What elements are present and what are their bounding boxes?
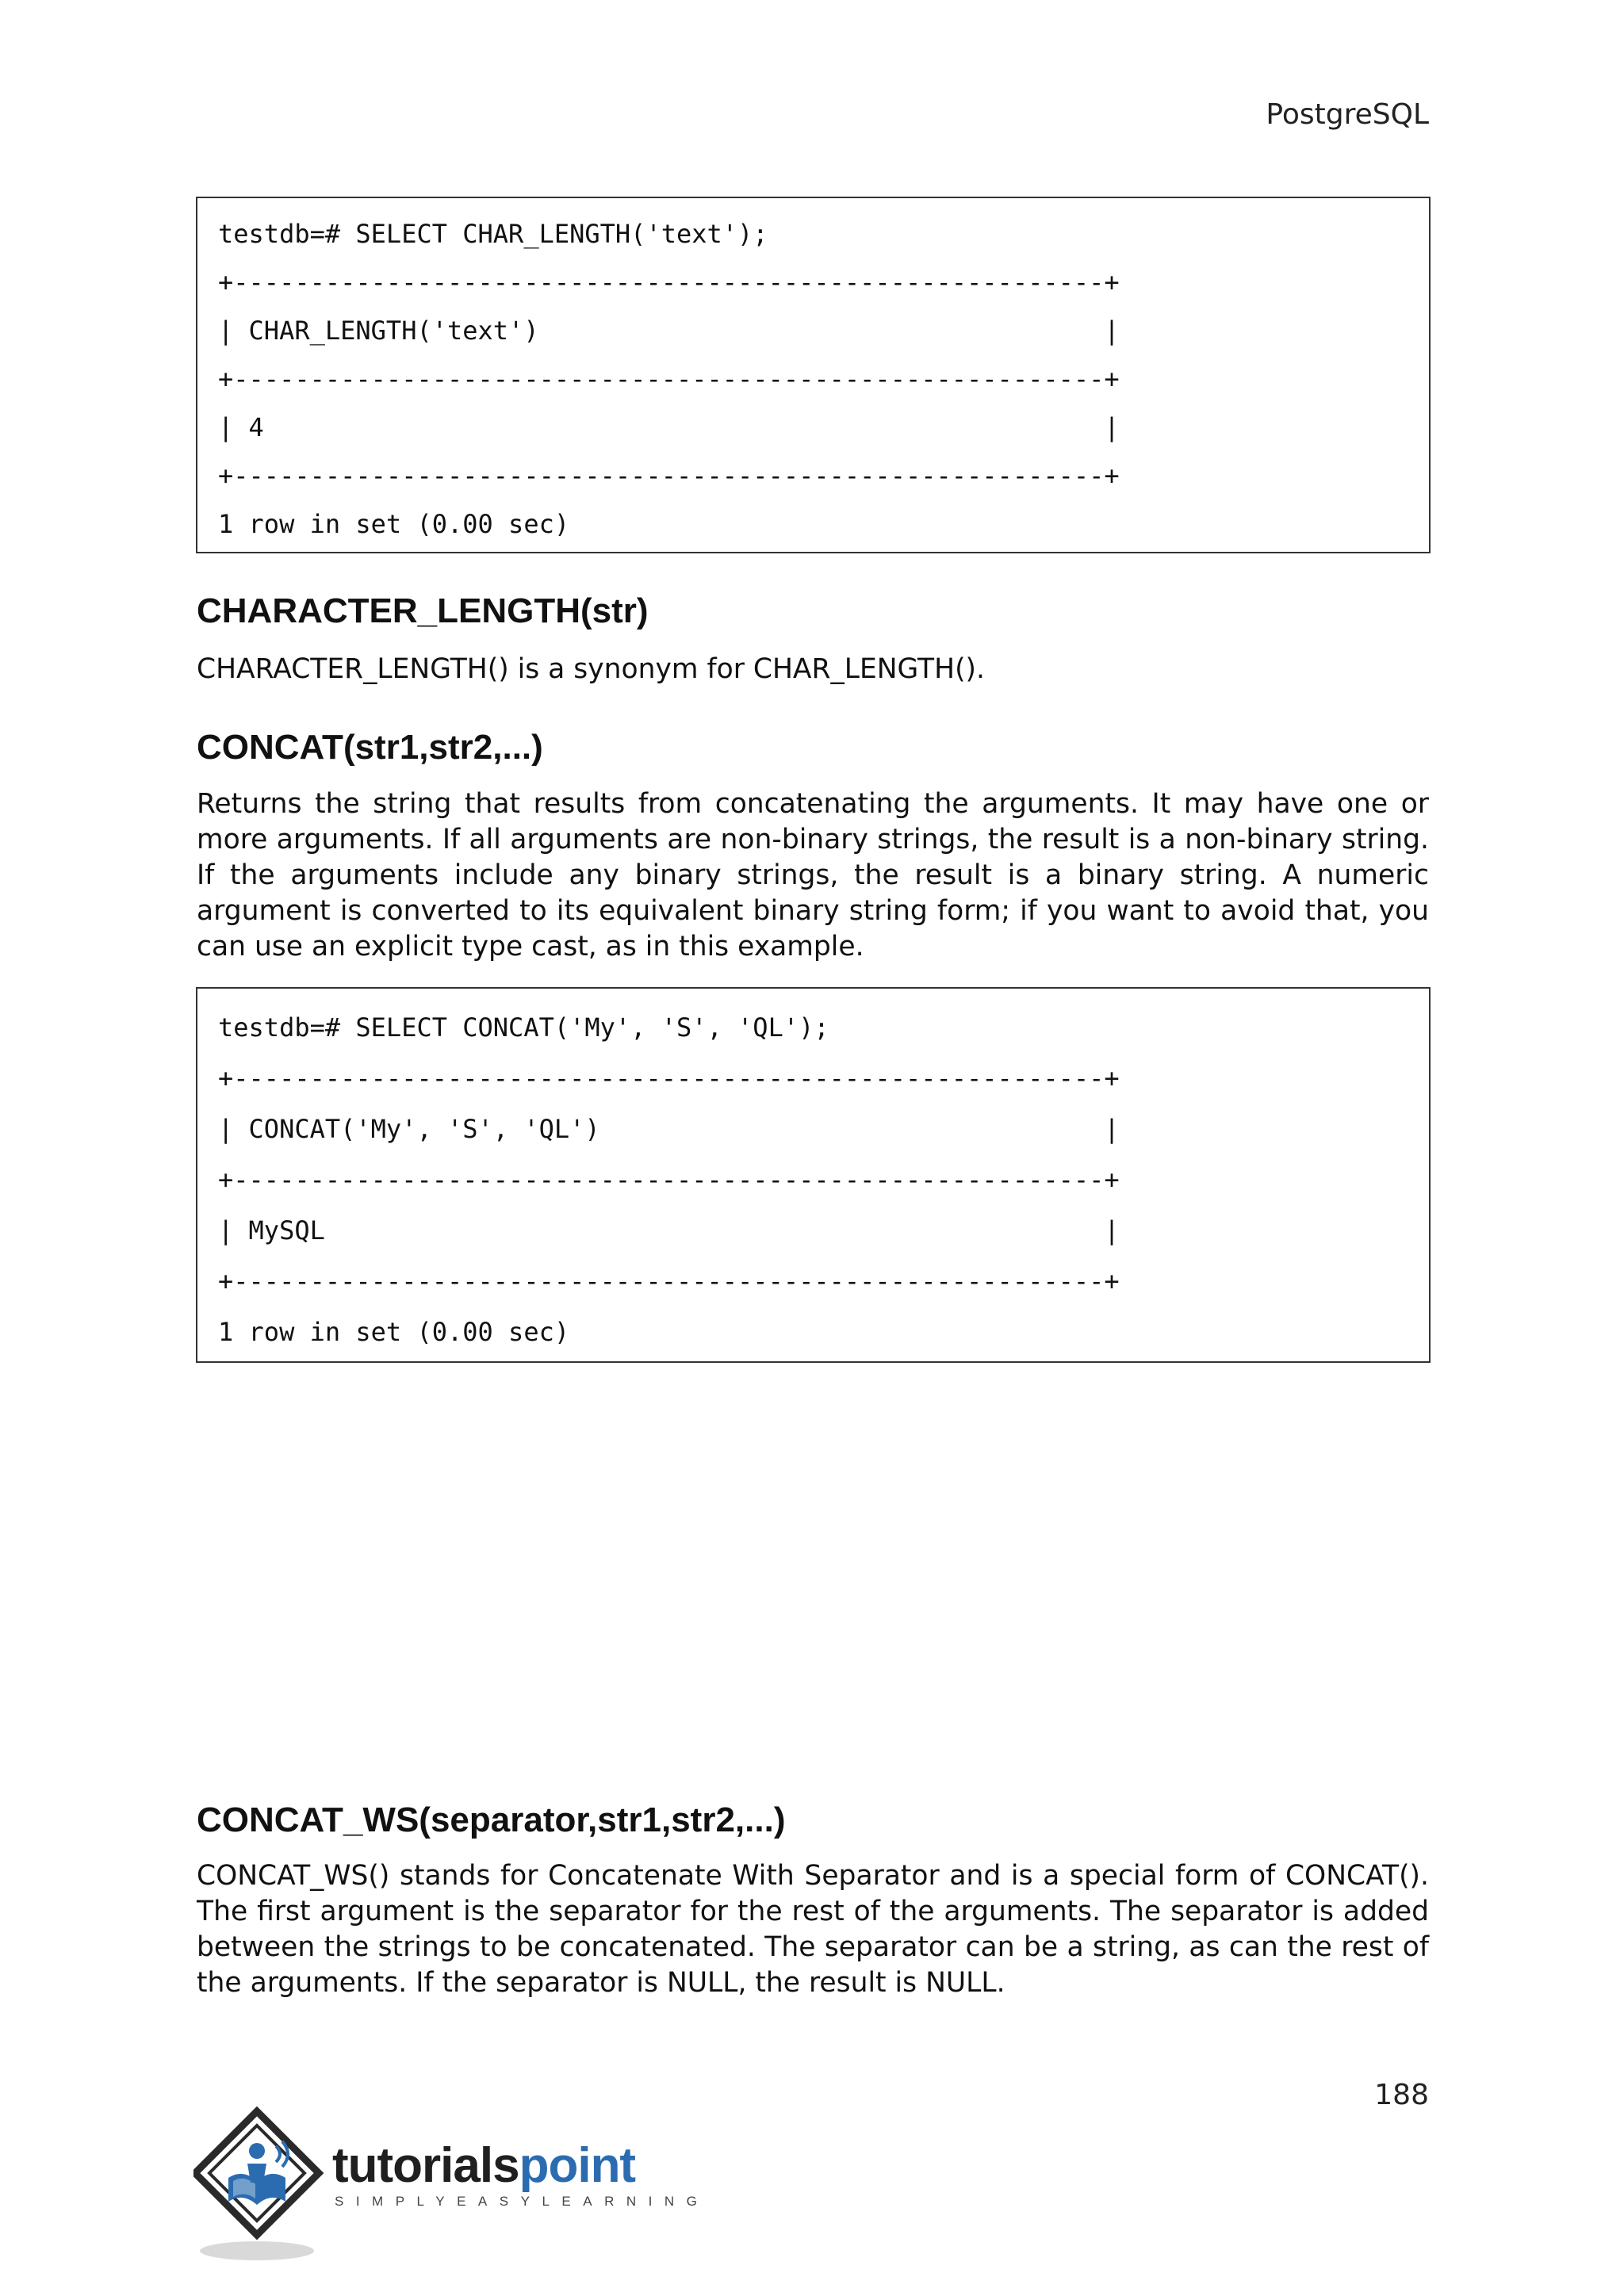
page-number: 188 — [1374, 2079, 1429, 2111]
heading-concat-ws: CONCAT_WS(separator,str1,str2,...) — [197, 1800, 786, 1839]
paragraph-character-length: CHARACTER_LENGTH() is a synonym for CHAR_LENGTH(). — [197, 653, 985, 685]
page-header-title: PostgreSQL — [1266, 98, 1429, 131]
code-line: +---------------------------------------------------------+ — [218, 1165, 1120, 1195]
code-line: +---------------------------------------------------------+ — [218, 1063, 1120, 1093]
code-line: | CHAR_LENGTH('text') | — [218, 316, 1120, 346]
code-line: 1 row in set (0.00 sec) — [218, 509, 570, 539]
code-line: +---------------------------------------------------------+ — [218, 461, 1120, 491]
paragraph-concat-ws: CONCAT_WS() stands for Concatenate With Separator and is a special form of CONCAT(). The first argument is the separator for the rest of the arguments. The separator is added between the strings to be concatenated. The separator can be a string, as can the rest of the arguments. If the separator is NULL, the result is NULL. — [197, 1860, 1429, 1999]
code-line: +---------------------------------------------------------+ — [218, 1266, 1120, 1296]
logo-emblem-icon — [193, 2105, 336, 2263]
code-line: | MySQL | — [218, 1215, 1120, 1246]
code-line: testdb=# SELECT CONCAT('My', 'S', 'QL'); — [218, 1012, 829, 1043]
logo-word-part1: tutorials — [332, 2138, 519, 2193]
code-line: | 4 | — [218, 412, 1120, 442]
logo-word-part2: point — [519, 2138, 636, 2193]
heading-concat: CONCAT(str1,str2,...) — [197, 728, 543, 767]
code-line: testdb=# SELECT CHAR_LENGTH('text'); — [218, 219, 768, 249]
paragraph-concat: Returns the string that results from concatenating the arguments. It may have one or more arguments. If all arguments are non-binary strings, the result is a non-binary string. If the arguments include any binary strings, the result is a binary string. A numeric argument is converted to its equivalent binary string form; if you want to avoid that, you can use an explicit type cast, as in this example. — [197, 788, 1429, 962]
heading-character-length: CHARACTER_LENGTH(str) — [197, 591, 649, 630]
code-line: 1 row in set (0.00 sec) — [218, 1317, 570, 1347]
logo-wordmark — [332, 2138, 636, 2193]
tutorialspoint-logo — [193, 2105, 710, 2263]
code-line: +---------------------------------------------------------+ — [218, 364, 1120, 394]
code-line: | CONCAT('My', 'S', 'QL') | — [218, 1114, 1120, 1144]
logo-tagline: SIMPLYEASYLEARNING — [335, 2194, 710, 2209]
code-block-concat — [196, 987, 1431, 1363]
code-block-char-length — [196, 197, 1431, 553]
code-line: +---------------------------------------------------------+ — [218, 267, 1120, 297]
